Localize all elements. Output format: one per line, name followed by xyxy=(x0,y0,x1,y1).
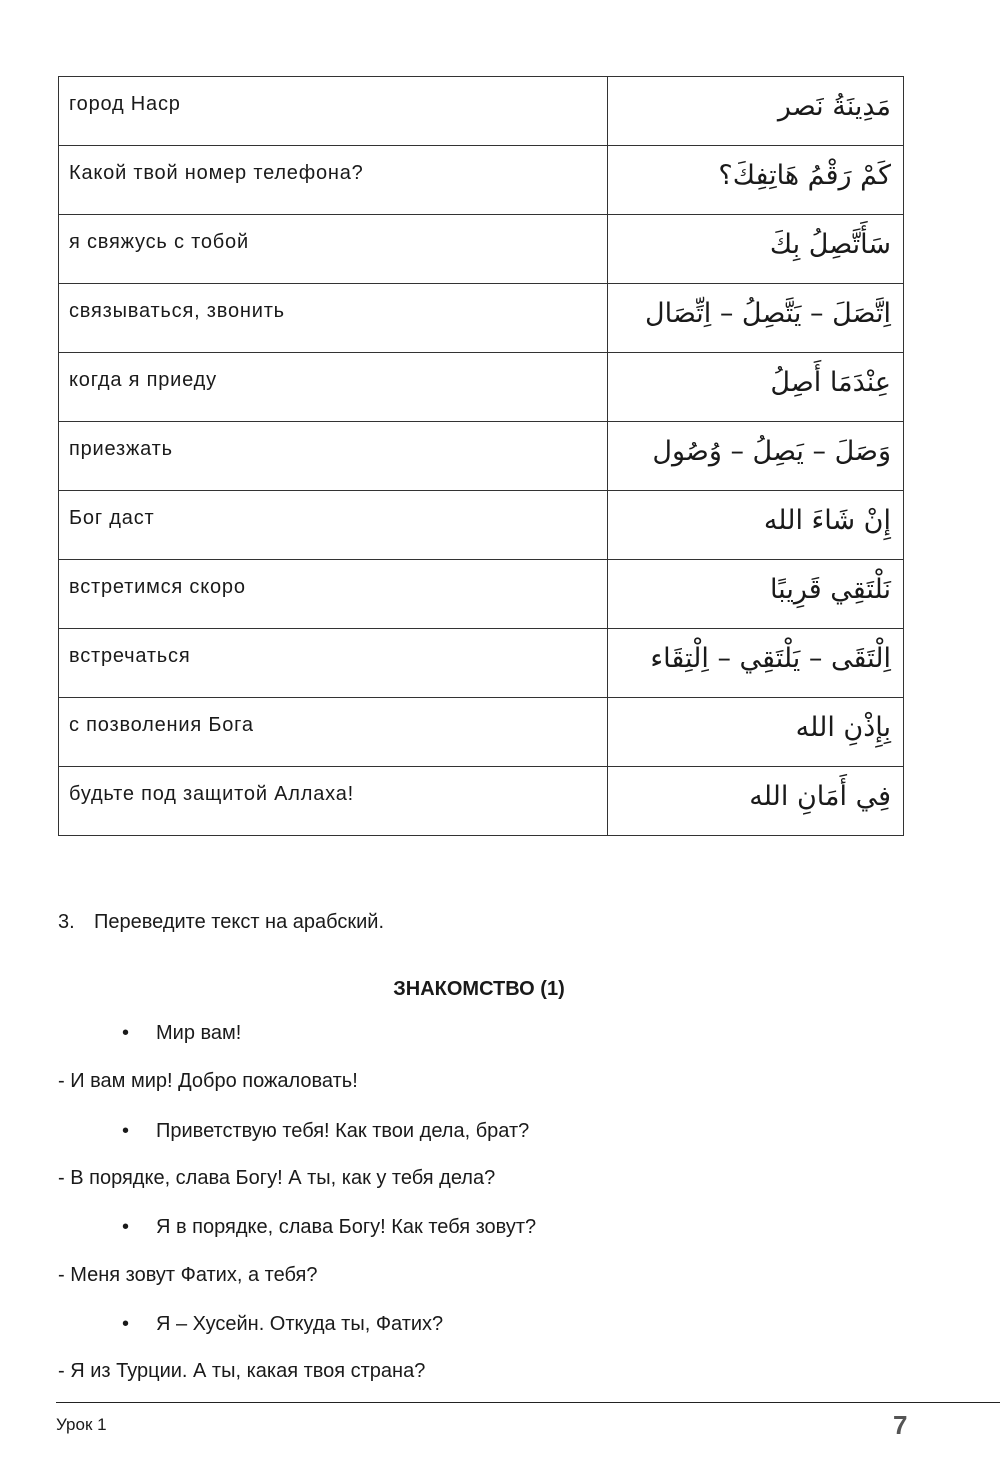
bullet-icon: • xyxy=(122,1022,130,1044)
arabic-cell: اِتَّصَلَ – يَتَّصِلُ – اِتِّصَال xyxy=(608,284,904,353)
exercise-number: 3. xyxy=(58,911,75,933)
russian-cell: будьте под защитой Аллаха! xyxy=(59,767,608,836)
arabic-cell: وَصَلَ – يَصِلُ – وُصُول xyxy=(608,422,904,491)
dialogue-line xyxy=(58,1360,425,1383)
page-number: 7 xyxy=(893,1410,908,1440)
dialogue-line xyxy=(122,1313,443,1336)
table-row xyxy=(59,146,904,215)
dialogue-text: - Меня зовут Фатих, а тебя? xyxy=(58,1264,318,1286)
section-title: ЗНАКОМСТВО (1) xyxy=(393,978,565,1000)
exercise-instruction xyxy=(58,911,384,934)
arabic-cell: عِنْدَمَا أَصِلُ xyxy=(608,353,904,422)
bullet-icon: • xyxy=(122,1216,130,1238)
russian-cell: встретимся скоро xyxy=(59,560,608,629)
dialogue-text: - Я из Турции. А ты, какая твоя страна? xyxy=(58,1360,426,1382)
arabic-cell: سَأَتَّصِلُ بِكَ xyxy=(608,215,904,284)
table-row xyxy=(59,629,904,698)
dialogue-line xyxy=(58,1264,317,1287)
dialogue-text: Я – Хусейн. Откуда ты, Фатих? xyxy=(156,1313,444,1335)
arabic-cell: بِإِذْنِ الله xyxy=(608,698,904,767)
footer-lesson: Урок 1 xyxy=(56,1415,107,1434)
dialogue-line xyxy=(122,1120,529,1143)
table-row xyxy=(59,698,904,767)
dialogue-text: Я в порядке, слава Богу! Как тебя зовут? xyxy=(156,1216,537,1238)
dialogue-text: Приветствую тебя! Как твои дела, брат? xyxy=(156,1120,530,1142)
bullet-icon: • xyxy=(122,1313,130,1335)
footer-divider xyxy=(56,1402,1000,1403)
dialogue-line xyxy=(58,1070,358,1093)
russian-cell: приезжать xyxy=(59,422,608,491)
table-row xyxy=(59,491,904,560)
russian-cell: когда я приеду xyxy=(59,353,608,422)
russian-cell: Бог даст xyxy=(59,491,608,560)
arabic-cell: نَلْتَقِي قَرِيبًا xyxy=(608,560,904,629)
russian-cell: я свяжусь с тобой xyxy=(59,215,608,284)
bullet-icon: • xyxy=(122,1120,130,1142)
russian-cell: город Наср xyxy=(59,77,608,146)
vocabulary-table xyxy=(58,76,904,836)
dialogue-line xyxy=(58,1167,495,1190)
table-row xyxy=(59,215,904,284)
arabic-cell: اِلْتَقَى – يَلْتَقِي – اِلْتِقَاء xyxy=(608,629,904,698)
arabic-cell: كَمْ رَقْمُ هَاتِفِكَ؟ xyxy=(608,146,904,215)
arabic-cell: إِنْ شَاءَ الله xyxy=(608,491,904,560)
table-row xyxy=(59,422,904,491)
dialogue-line xyxy=(122,1022,241,1045)
table-row xyxy=(59,353,904,422)
arabic-cell: فِي أَمَانِ الله xyxy=(608,767,904,836)
dialogue-text: - И вам мир! Добро пожаловать! xyxy=(58,1070,358,1092)
exercise-text: Переведите текст на арабский. xyxy=(94,911,385,933)
dialogue-text: - В порядке, слава Богу! А ты, как у тебя дела? xyxy=(58,1167,496,1189)
arabic-cell: مَدِينَةُ نَصر xyxy=(608,77,904,146)
table-row xyxy=(59,77,904,146)
table-row xyxy=(59,284,904,353)
dialogue-text: Мир вам! xyxy=(156,1022,242,1044)
russian-cell: связываться, звонить xyxy=(59,284,608,353)
russian-cell: с позволения Бога xyxy=(59,698,608,767)
russian-cell: Какой твой номер телефона? xyxy=(59,146,608,215)
dialogue-line xyxy=(122,1216,536,1239)
table-row xyxy=(59,560,904,629)
table-row xyxy=(59,767,904,836)
russian-cell: встречаться xyxy=(59,629,608,698)
